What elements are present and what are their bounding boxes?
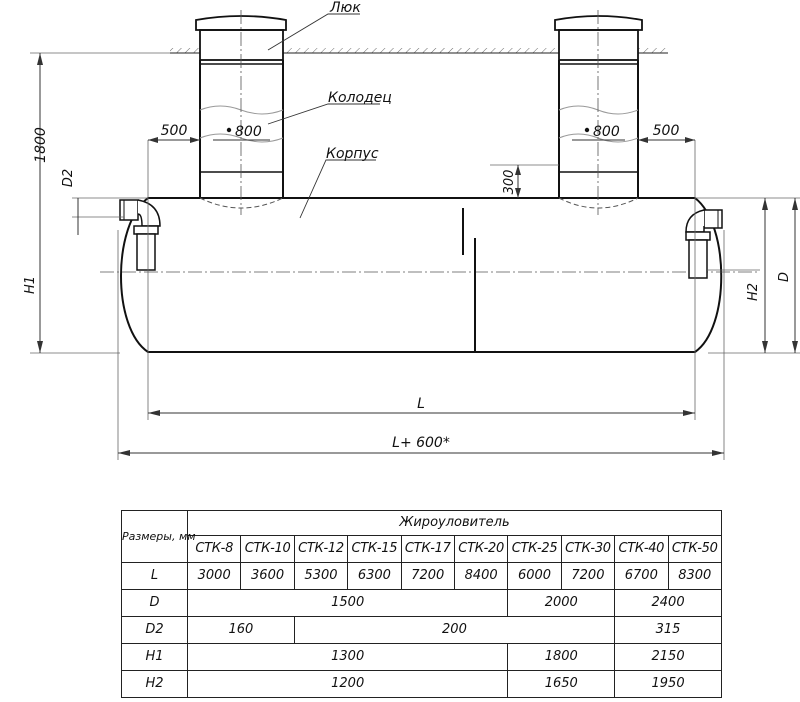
dim-length: L (417, 396, 425, 412)
table-row-h1 (122, 644, 722, 671)
spec-table (121, 510, 722, 698)
dim-h2: H2 (746, 282, 761, 302)
row-label: D (122, 590, 188, 617)
model-cell: СТК-25 (508, 536, 561, 563)
dim-offset-left: 500 (160, 123, 188, 139)
diameter-symbol-right (585, 128, 589, 132)
table-row-l (122, 563, 722, 590)
value-cell: 1200 (188, 671, 508, 698)
table-row-h2 (122, 671, 722, 698)
value-cell: 6000 (508, 563, 561, 590)
leader-lines (268, 14, 380, 218)
models-row (122, 536, 722, 563)
value-cell: 3000 (188, 563, 241, 590)
value-cell: 1950 (615, 671, 722, 698)
dim-d: D (777, 271, 792, 283)
dim-offset-right: 500 (652, 123, 680, 139)
value-cell: 3600 (241, 563, 294, 590)
dim-well-diam-right-value: 800 (593, 124, 620, 140)
value-cell: 315 (615, 617, 722, 644)
model-cell: СТК-30 (561, 536, 614, 563)
value-cell: 2000 (508, 590, 615, 617)
row-label: L (122, 563, 188, 590)
dim-well-depth: 300 (502, 169, 517, 195)
value-cell: 6700 (615, 563, 668, 590)
dim-h1: H1 (23, 275, 38, 295)
row-label: H2 (122, 671, 188, 698)
table-row-d (122, 590, 722, 617)
label-body: Корпус (326, 146, 379, 162)
ground-line (170, 48, 668, 53)
value-cell: 1300 (188, 644, 508, 671)
value-cell: 8400 (454, 563, 507, 590)
value-cell: 7200 (561, 563, 614, 590)
outlet-pipe (686, 210, 722, 278)
diameter-symbol-left (227, 128, 231, 132)
dim-height-total: 1800 (33, 127, 49, 163)
value-cell: 1650 (508, 671, 615, 698)
row-label: D2 (122, 617, 188, 644)
well-left (196, 10, 286, 215)
row-label: H1 (122, 644, 188, 671)
value-cell: 200 (294, 617, 614, 644)
value-cell: 6300 (348, 563, 401, 590)
model-cell: СТК-17 (401, 536, 454, 563)
value-cell: 2400 (615, 590, 722, 617)
dim-well-diam-left-value: 800 (235, 124, 262, 140)
value-cell: 1800 (508, 644, 615, 671)
label-hatch: Люк (330, 0, 361, 16)
model-cell: СТК-50 (668, 536, 721, 563)
model-cell: СТК-40 (615, 536, 668, 563)
value-cell: 2150 (615, 644, 722, 671)
param-header: Размеры, мм (122, 511, 188, 563)
value-cell: 5300 (294, 563, 347, 590)
model-cell: СТК-10 (241, 536, 294, 563)
model-cell: СТК-12 (294, 536, 347, 563)
dim-d2: D2 (61, 168, 76, 188)
value-cell: 7200 (401, 563, 454, 590)
dim-well-diam-right (585, 124, 620, 140)
dim-length-total: L+ 600* (392, 435, 450, 451)
model-cell: СТК-8 (188, 536, 241, 563)
model-cell: СТК-20 (454, 536, 507, 563)
dim-well-diam-left (227, 124, 262, 140)
value-cell: 8300 (668, 563, 721, 590)
well-right (555, 10, 642, 215)
product-header: Жироуловитель (188, 511, 722, 536)
tank-body (121, 198, 721, 352)
label-well: Колодец (328, 90, 392, 106)
table-row-d2 (122, 617, 722, 644)
value-cell: 1500 (188, 590, 508, 617)
model-cell: СТК-15 (348, 536, 401, 563)
value-cell: 160 (188, 617, 295, 644)
